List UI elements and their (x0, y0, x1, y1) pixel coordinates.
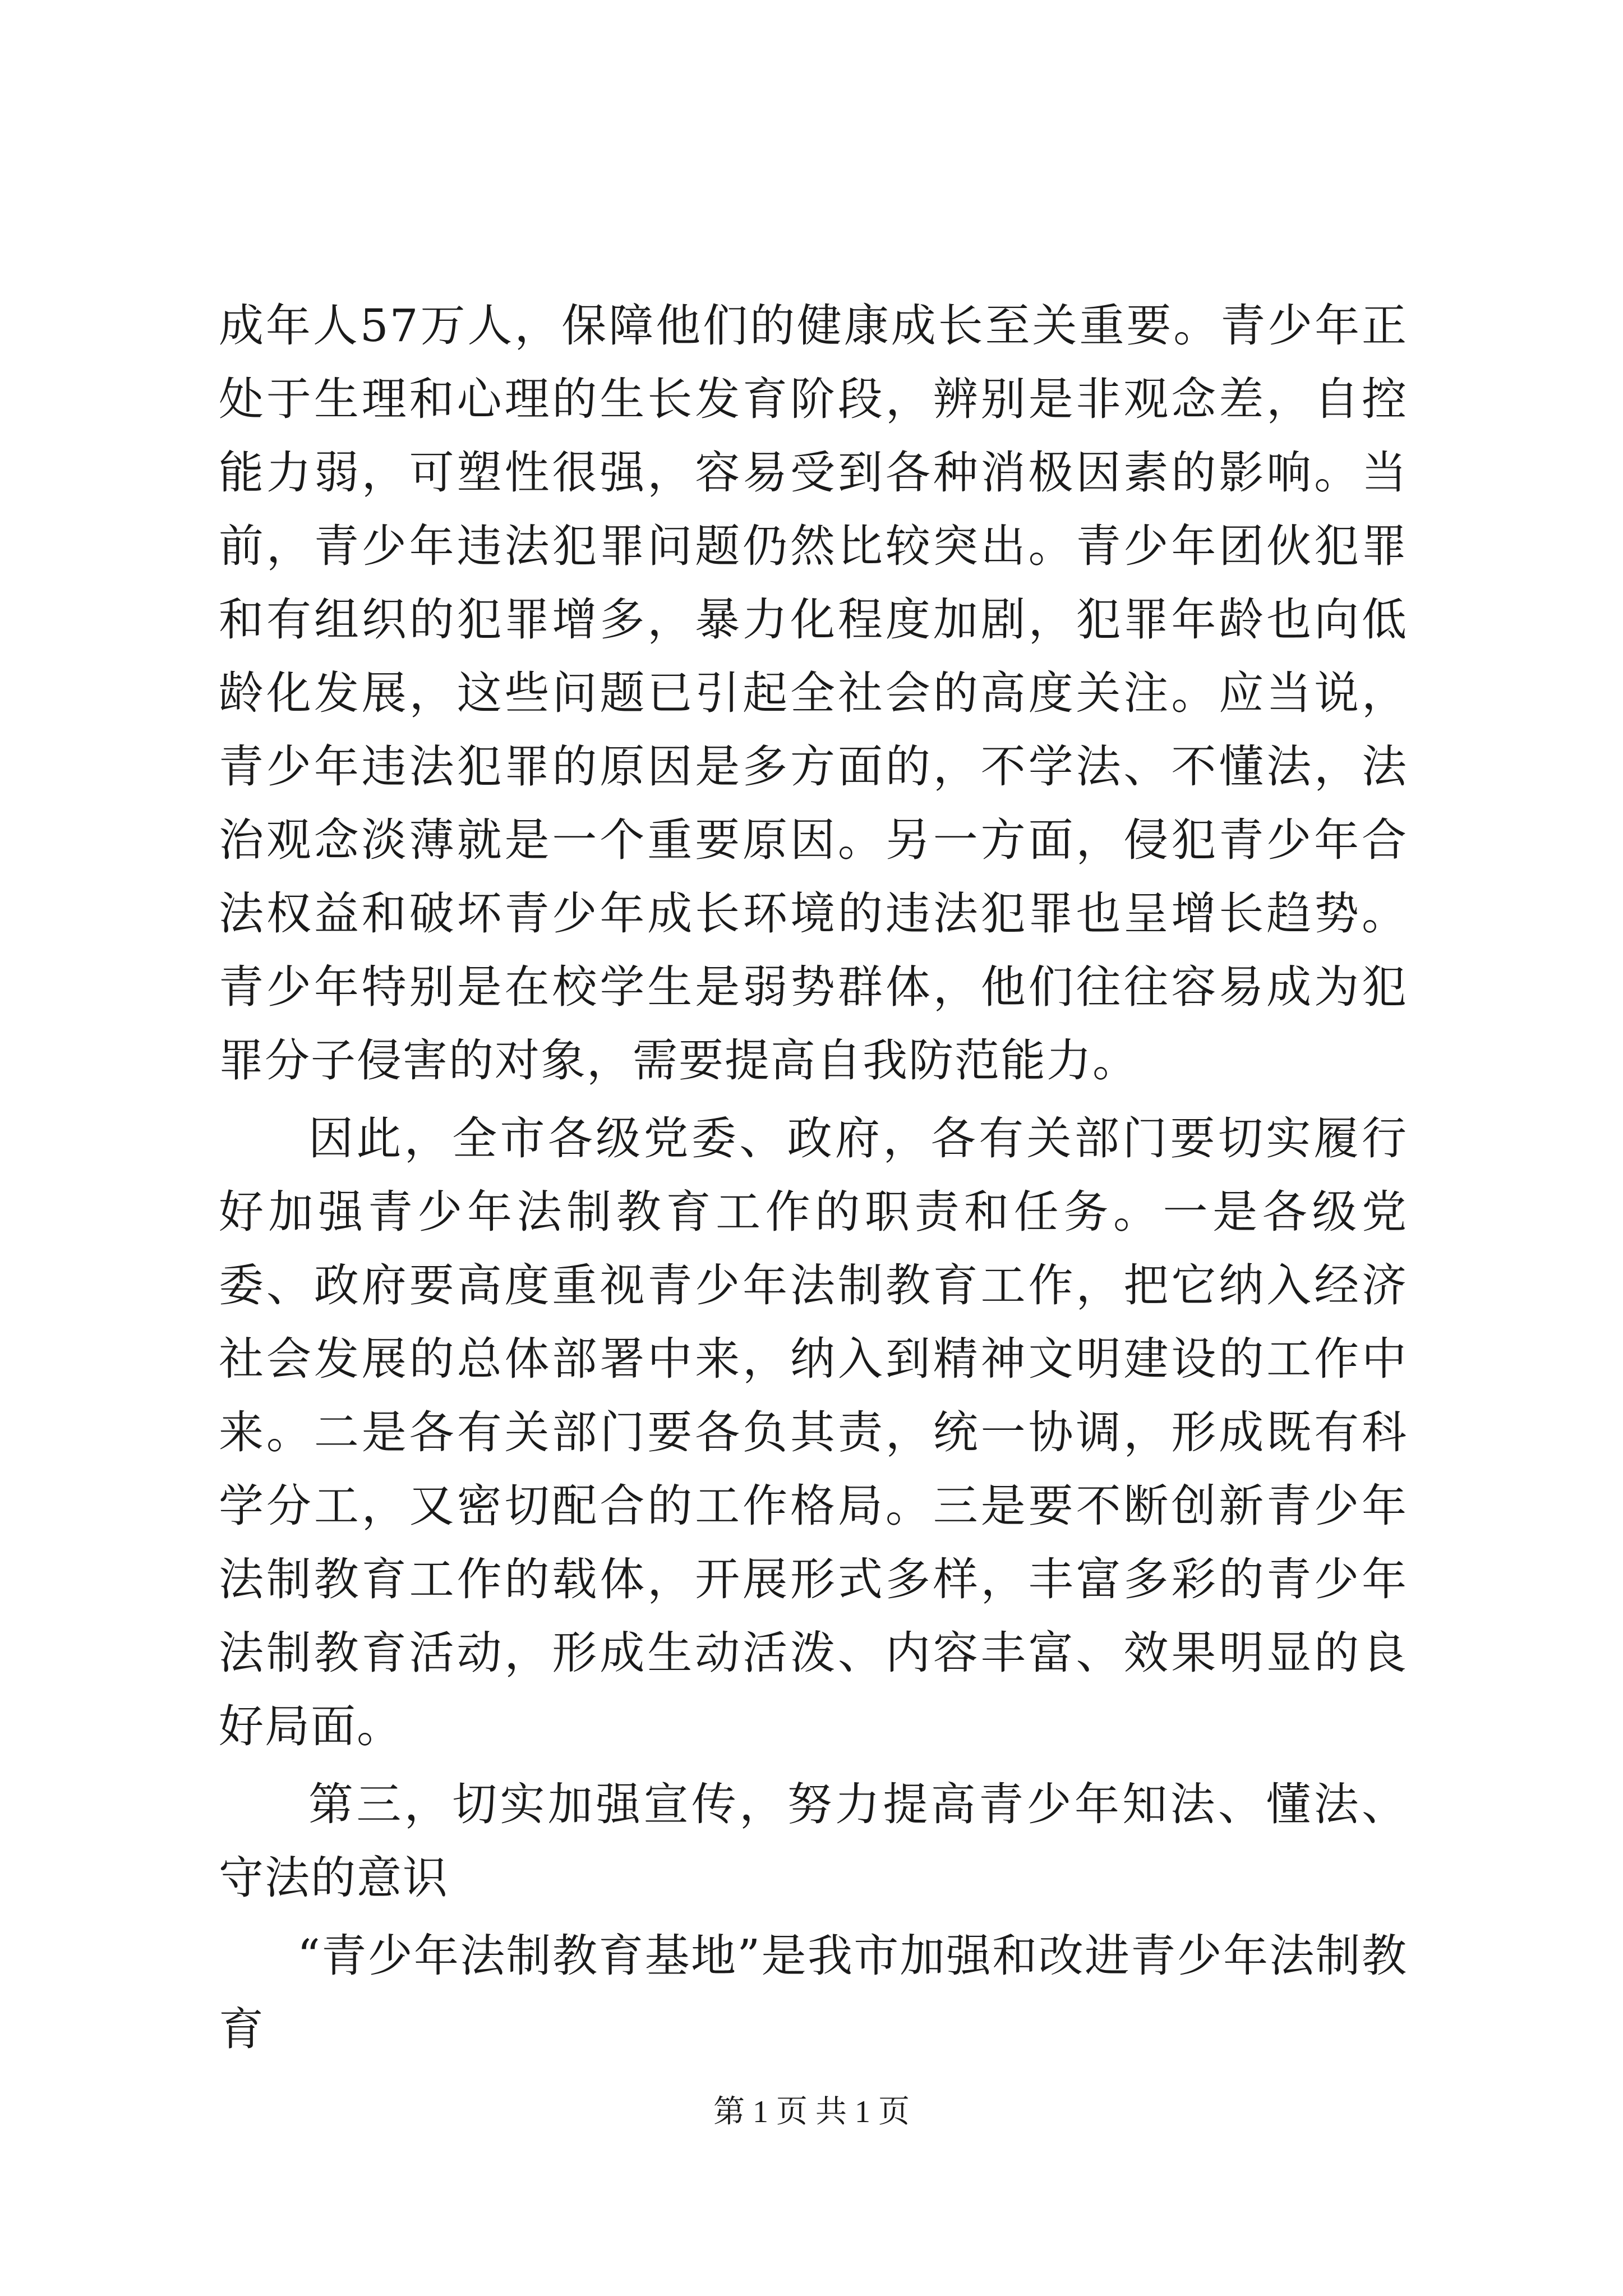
paragraph-responsibilities: 因此，全市各级党委、政府，各有关部门要切实履行好加强青少年法制教育工作的职责和任务。一是各级党委、政府要高度重视青少年法制教育工作，把它纳入经济社会发展的总体部署中来，纳入到精神文明建设的工作中来。二是各有关部门要各负其责，统一协调，形成既有科学分工，又密切配合的工作格局。三是要不断创新青少年法制教育工作的载体，开展形式多样，丰富多彩的青少年法制教育活动，形成生动活泼、内容丰富、效果明显的良好局面。 (219, 1112, 1408, 1752)
paragraph-continuation: 成年人57万人，保障他们的健康成长至关重要。青少年正处于生理和心理的生长发育阶段，辨别是非观念差，自控能力弱，可塑性很强，容易受到各种消极因素的影响。当前，青少年违法犯罪问题仍然比较突出。青少年团伙犯罪和有组织的犯罪增多，暴力化程度加剧，犯罪年龄也向低龄化发展，这些问题已引起全社会的高度关注。应当说，青少年违法犯罪的原因是多方面的，不学法、不懂法，法治观念淡薄就是一个重要原因。另一方面，侵犯青少年合法权益和破坏青少年成长环境的违法犯罪也呈增长趋势。青少年特别是在校学生是弱势群体，他们往往容易成为犯罪分子侵害的对象，需要提高自我防范能力。 (219, 300, 1408, 1087)
paragraph-education-base: “青少年法制教育基地”是我市加强和改进青少年法制教育 (219, 1930, 1408, 2055)
section-heading-third: 第三，切实加强宣传，努力提高青少年知法、懂法、守法的意识 (219, 1778, 1408, 1904)
page-number-footer: 第 1 页 共 1 页 (713, 2095, 910, 2129)
document-body (219, 289, 1408, 2066)
